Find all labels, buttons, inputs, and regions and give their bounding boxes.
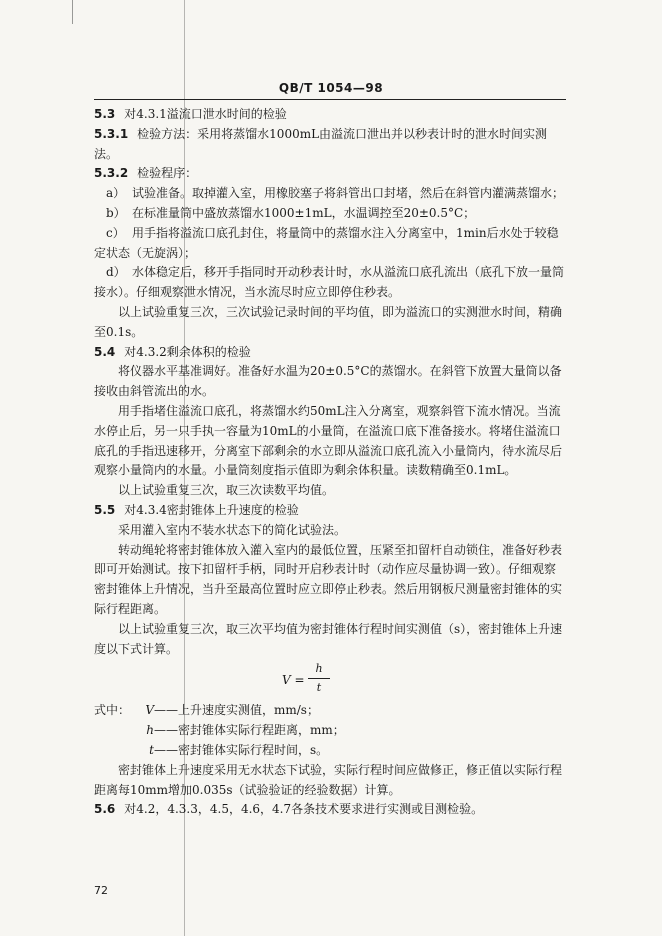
section-5-4-para-2: 用手指堵住溢流口底孔，将蒸馏水约50mL注入分离室，观察斜管下流水情况。当流水停止后，另一只手执一容量为10mL的小量筒，在溢流口底下准备接水。将堵住溢流口底孔的手指迅速移开，分离室下部剩余的水立即从溢流口底孔流入小量筒内，待水流尽后观察小量筒内的水量。小量筒刻度指示值即为剩余体积量。读数精确至0.1mL。 bbox=[94, 403, 563, 478]
formula-lhs: V = bbox=[282, 673, 305, 688]
section-5-5-heading: 5.5 对4.3.4密封锥体上升速度的检验 bbox=[94, 502, 299, 517]
standard-header: QB/T 1054—98 bbox=[278, 81, 384, 95]
velocity-formula bbox=[94, 659, 566, 701]
legend-description: ——上升速度实测值，mm/s； bbox=[154, 703, 319, 718]
section-5-5-para-1: 采用灌入室内不装水状态下的简化试验法。 bbox=[118, 522, 347, 537]
legend-row-h bbox=[94, 721, 566, 741]
legend-symbol: t bbox=[149, 742, 154, 757]
header-rule bbox=[94, 99, 566, 100]
legend-row-v bbox=[94, 701, 566, 721]
section-5-5-para-2: 转动绳轮将密封锥体放入灌入室内的最低位置，压紧至扣留杆自动锁住，准备好秒表即可开始测试。按下扣留杆手柄，同时开启秒表计时（动作应尽量协调一致）。仔细观察密封锥体上升情况，当升至最高位置时应立即停止秒表。然后用钢板尺测量密封锥体的实际行程距离。 bbox=[94, 542, 563, 616]
section-5-5-correction: 密封锥体上升速度采用无水状态下试验，实际行程时间应做修正，修正值以实际行程距离每10mm增加0.035s（试验验证的经验数据）计算。 bbox=[94, 762, 563, 797]
section-5-4-para-1: 将仪器水平基准调好。准备好水温为20±0.5°C的蒸馏水。在斜管下放置大量筒以备接收由斜管流出的水。 bbox=[94, 364, 562, 399]
section-5-4-heading: 5.4 对4.3.2剩余体积的检验 bbox=[94, 344, 251, 359]
legend-row-t bbox=[94, 741, 566, 761]
section-5-3-heading: 5.3 对4.3.1溢流口泄水时间的检验 bbox=[94, 107, 287, 121]
list-item-c: c） 用手指将溢流口底孔封住，将量筒中的蒸馏水注入分离室中，1min后水处于较稳定状态（无旋涡）； bbox=[94, 225, 559, 260]
section-5-3-1: 5.3.1 检验方法：采用将蒸馏水1000mL由溢流口泄出并以秒表计时的泄水时间实测法。 bbox=[94, 126, 548, 161]
list-item-d: d） 水体稳定后，移开手指同时开动秒表计时，水从溢流口底孔流出（底孔下放一量筒接水）。仔细观察泄水情况，当水流尽时应立即停住秒表。 bbox=[94, 265, 565, 300]
section-5-5-para-3: 以上试验重复三次，取三次平均值为密封锥体行程时间实测值（s），密封锥体上升速度以下式计算。 bbox=[94, 621, 563, 656]
legend-symbol: V bbox=[145, 703, 154, 718]
scan-mark bbox=[72, 0, 73, 24]
formula-denominator: t bbox=[316, 681, 322, 695]
formula-legend bbox=[94, 701, 566, 760]
legend-symbol: h bbox=[146, 723, 154, 738]
section-5-6-heading: 5.6 对4.2，4.3.3，4.5，4.6，4.7各条技术要求进行实测或目测检验。 bbox=[94, 802, 484, 817]
legend-prefix: 式中： bbox=[94, 703, 131, 718]
fraction-bar bbox=[308, 678, 330, 679]
page-number: 72 bbox=[94, 884, 108, 897]
list-item-a: a） 试验准备。取掉灌入室，用橡胶塞子将斜管出口封堵，然后在斜管内灌满蒸馏水； bbox=[106, 186, 565, 201]
legend-description: ——密封锥体实际行程时间，s。 bbox=[154, 742, 329, 757]
legend-description: ——密封锥体实际行程距离，mm； bbox=[154, 723, 345, 738]
list-item-b: b） 在标准量筒中盛放蒸馏水1000±1mL，水温调控至20±0.5°C； bbox=[106, 205, 476, 220]
document-body bbox=[94, 105, 566, 820]
section-5-4-para-3: 以上试验重复三次，取三次读数平均值。 bbox=[118, 483, 335, 498]
formula-numerator: h bbox=[315, 662, 323, 676]
section-5-3-2: 5.3.2 检验程序： bbox=[94, 166, 198, 181]
section-5-3-2-conclusion: 以上试验重复三次，三次试验记录时间的平均值，即为溢流口的实测泄水时间，精确至0.1s。 bbox=[94, 304, 563, 339]
